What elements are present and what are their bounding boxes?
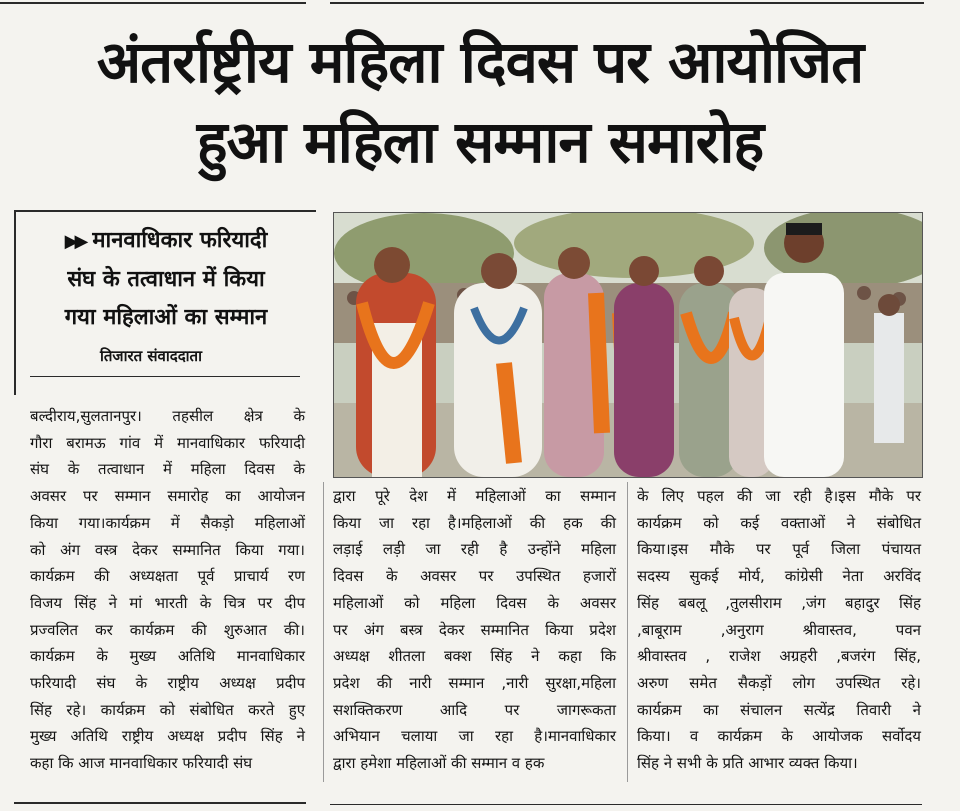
article-line: प्रदेश की नारी सम्मान ,नारी सुरक्षा,महिला (333, 673, 616, 692)
article-line: कहा कि आज मानवाधिकार फरियादी संघ (30, 754, 253, 773)
article-line: अध्यक्ष शीतला बक्श सिंह ने कहा कि (333, 647, 616, 666)
article-line: किया।इस मौके पर पूर्व जिला पंचायत (637, 540, 921, 559)
event-photo-illustration (334, 213, 922, 477)
column-divider-1 (323, 482, 324, 782)
article-line: अरुण समेत सैकड़ों लोग उपस्थित रहे। (637, 673, 921, 692)
article-column-1 (30, 403, 305, 777)
headline-line-2: हुआ महिला सम्मान समारोह (196, 108, 764, 176)
article-line: सिंह बबलू ,तुलसीराम ,जंग बहादुर सिंह (637, 593, 921, 612)
article-column-2 (333, 483, 616, 777)
article-line: महिलाओं को महिला दिवस के अवसर (333, 593, 616, 612)
article-line: प्रज्वलित कर कार्यक्रम की शुरुआत की। (30, 620, 305, 639)
article-line: सशक्तिकरण आदि पर जागरूकता (333, 700, 616, 719)
article-line: किया जा रहा है।महिलाओं की हक की (333, 513, 616, 532)
bottom-rule-left (14, 802, 306, 804)
left-column-rule (14, 210, 16, 395)
subheading-line-3: गया महिलाओं का सम्मान (64, 305, 268, 330)
article-line: अवसर पर सम्मान समारोह का आयोजन (30, 487, 305, 506)
article-line: सिंह रहे। कार्यक्रम को संबोधित करते हुए (30, 700, 305, 719)
subheading (30, 222, 302, 337)
top-rule-right (330, 2, 924, 4)
subheading-line-1-text: मानवाधिकार फरियादी (92, 228, 268, 253)
article-line: गौरा बरामऊ गांव में मानवाधिकार फरियादी (30, 433, 305, 452)
double-arrow-icon: ▶▶ (64, 231, 85, 252)
article-line: अभियान चलाया जा रहा है।मानवाधिकार (333, 727, 616, 746)
column-divider-2 (627, 482, 628, 782)
article-line: किया गया।कार्यक्रम में सैकड़ो महिलाओं (30, 513, 305, 532)
article-line: पर अंग बस्त्र देकर सम्मानित किया प्रदेश (333, 620, 616, 639)
article-line: द्वारा हमेशा महिलाओं की सम्मान व हक (333, 754, 545, 773)
article-line: कार्यक्रम के मुख्य अतिथि मानवाधिकार (30, 647, 305, 666)
article-line: कार्यक्रम की अध्यक्षता पूर्व प्राचार्य रण (30, 567, 305, 586)
byline: तिजारत संवाददाता (100, 347, 202, 365)
article-line: को अंग वस्त्र देकर सम्मानित किया गया। (30, 540, 305, 559)
headline (0, 22, 960, 182)
event-photo (333, 212, 923, 478)
top-rule-left (0, 2, 306, 4)
article-line: फरियादी संघ के राष्ट्रीय अध्यक्ष प्रदीप (30, 674, 305, 693)
subhead-top-rule (14, 210, 316, 212)
article-line: कार्यक्रम का संचालन सत्येंद्र तिवारी ने (637, 700, 921, 719)
article-line: मुख्य अतिथि राष्ट्रीय अध्यक्ष प्रदीप सिंह ने (30, 727, 305, 746)
article-line: दिवस के अवसर पर उपस्थित हजारों (333, 567, 616, 586)
article-line: बल्दीराय,सुलतानपुर। तहसील क्षेत्र के (30, 407, 305, 425)
article-line: सदस्य सुकई मोर्य, कांग्रेसी नेता अरविंद (637, 567, 921, 586)
headline-line-1: अंतर्राष्ट्रीय महिला दिवस पर आयोजित (96, 28, 864, 96)
article-line: ,बाबूराम ,अनुराग श्रीवास्तव, पवन (637, 620, 921, 639)
article-line: द्वारा पूरे देश में महिलाओं का सम्मान (333, 487, 616, 505)
article-line: कार्यक्रम को कई वक्ताओं ने संबोधित (637, 513, 921, 532)
subheading-line-1 (30, 222, 302, 261)
article-line: के लिए पहल की जा रही है।इस मौके पर (637, 487, 921, 505)
article-line: सिंह ने सभी के प्रति आभार व्यक्त किया। (637, 754, 858, 773)
article-line: लड़ाई लड़ी जा रही है उन्होंने महिला (333, 540, 616, 559)
article-column-3 (637, 483, 921, 777)
article-line: श्रीवास्तव , राजेश अग्रहरी ,बजरंग सिंह, (637, 647, 921, 666)
article-line: संघ के तत्वाधान में महिला दिवस के (30, 460, 305, 479)
article-line: विजय सिंह ने मां भारती के चित्र पर दीप (30, 593, 305, 612)
byline-rule (30, 376, 300, 377)
subheading-line-2: संघ के तत्वाधान में किया (67, 267, 265, 292)
bottom-rule-right (330, 804, 922, 805)
article-line: किया। व कार्यक्रम के आयोजक सर्वोदय (637, 727, 921, 746)
